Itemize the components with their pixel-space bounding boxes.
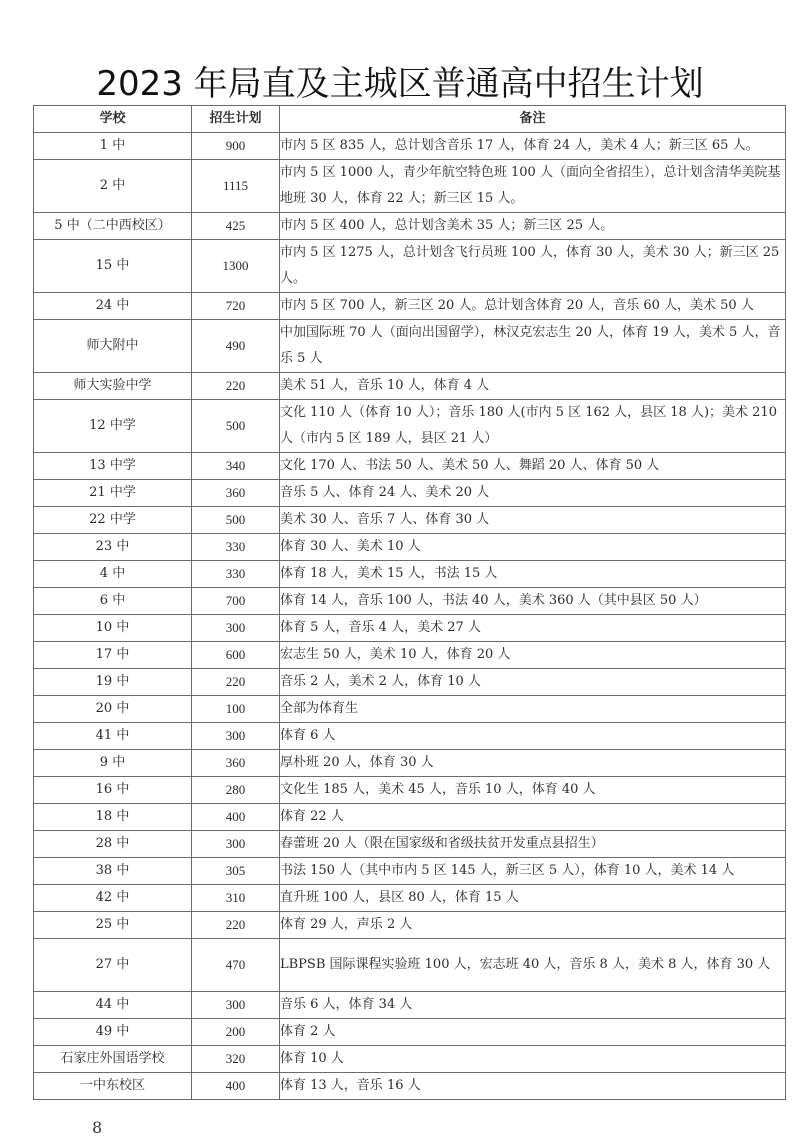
- table-row: [34, 1046, 786, 1073]
- note-cell: 体育 30 人、美术 10 人: [280, 534, 786, 561]
- note-cell: 市内 5 区 700 人，新三区 20 人。总计划含体育 20 人，音乐 60 人，美术 50 人: [280, 293, 786, 320]
- plan-cell: 220: [192, 373, 280, 400]
- plan-cell: 330: [192, 534, 280, 561]
- table-row: [34, 561, 786, 588]
- school-cell: 21 中学: [34, 480, 192, 507]
- school-cell: 4 中: [34, 561, 192, 588]
- note-cell: 厚朴班 20 人，体育 30 人: [280, 750, 786, 777]
- school-cell: 9 中: [34, 750, 192, 777]
- plan-cell: 220: [192, 912, 280, 939]
- school-cell: 1 中: [34, 133, 192, 160]
- plan-cell: 400: [192, 1073, 280, 1100]
- note-cell: 体育 5 人，音乐 4 人，美术 27 人: [280, 615, 786, 642]
- table-row: [34, 939, 786, 992]
- table-row: [34, 669, 786, 696]
- school-cell: 24 中: [34, 293, 192, 320]
- plan-cell: 400: [192, 804, 280, 831]
- table-row: [34, 804, 786, 831]
- school-cell: 2 中: [34, 160, 192, 213]
- table-row: [34, 133, 786, 160]
- note-cell: 音乐 6 人，体育 34 人: [280, 992, 786, 1019]
- plan-cell: 300: [192, 723, 280, 750]
- plan-cell: 360: [192, 480, 280, 507]
- table-row: [34, 1019, 786, 1046]
- note-cell: 音乐 2 人，美术 2 人，体育 10 人: [280, 669, 786, 696]
- note-cell: 音乐 5 人、体育 24 人、美术 20 人: [280, 480, 786, 507]
- plan-cell: 220: [192, 669, 280, 696]
- note-cell: 体育 14 人，音乐 100 人，书法 40 人，美术 360 人（其中县区 50 人）: [280, 588, 786, 615]
- plan-cell: 720: [192, 293, 280, 320]
- plan-cell: 700: [192, 588, 280, 615]
- school-cell: 19 中: [34, 669, 192, 696]
- school-cell: 42 中: [34, 885, 192, 912]
- note-cell: 体育 2 人: [280, 1019, 786, 1046]
- note-cell: 宏志生 50 人，美术 10 人，体育 20 人: [280, 642, 786, 669]
- school-cell: 6 中: [34, 588, 192, 615]
- plan-cell: 425: [192, 213, 280, 240]
- school-cell: 20 中: [34, 696, 192, 723]
- note-cell: 文化 170 人、书法 50 人、美术 50 人、舞蹈 20 人、体育 50 人: [280, 453, 786, 480]
- plan-cell: 200: [192, 1019, 280, 1046]
- note-cell: 体育 10 人: [280, 1046, 786, 1073]
- table-row: [34, 696, 786, 723]
- school-cell: 10 中: [34, 615, 192, 642]
- plan-cell: 500: [192, 400, 280, 453]
- note-cell: 市内 5 区 400 人，总计划含美术 35 人；新三区 25 人。: [280, 213, 786, 240]
- enrollment-plan-table: [33, 105, 786, 1100]
- school-cell: 17 中: [34, 642, 192, 669]
- note-cell: 书法 150 人（其中市内 5 区 145 人，新三区 5 人），体育 10 人，美术 14 人: [280, 858, 786, 885]
- table-body: [34, 133, 786, 1100]
- plan-cell: 470: [192, 939, 280, 992]
- school-cell: 15 中: [34, 240, 192, 293]
- note-cell: 全部为体育生: [280, 696, 786, 723]
- plan-cell: 600: [192, 642, 280, 669]
- plan-cell: 360: [192, 750, 280, 777]
- document-title: 2023 年局直及主城区普通高中招生计划: [96, 64, 704, 104]
- plan-cell: 500: [192, 507, 280, 534]
- table-row: [34, 723, 786, 750]
- plan-cell: 305: [192, 858, 280, 885]
- table-header-row: [34, 106, 786, 133]
- note-cell: 体育 6 人: [280, 723, 786, 750]
- note-cell: 文化生 185 人，美术 45 人，音乐 10 人，体育 40 人: [280, 777, 786, 804]
- school-cell: 49 中: [34, 1019, 192, 1046]
- header-plan: 招生计划: [192, 106, 280, 133]
- school-cell: 28 中: [34, 831, 192, 858]
- school-cell: 23 中: [34, 534, 192, 561]
- note-cell: 体育 13 人，音乐 16 人: [280, 1073, 786, 1100]
- plan-cell: 330: [192, 561, 280, 588]
- school-cell: 25 中: [34, 912, 192, 939]
- plan-cell: 1115: [192, 160, 280, 213]
- table-row: [34, 831, 786, 858]
- table-row: [34, 373, 786, 400]
- note-cell: 市内 5 区 1000 人，青少年航空特色班 100 人（面向全省招生），总计划含清华美院基地班 30 人，体育 22 人；新三区 15 人。: [280, 160, 786, 213]
- table-row: [34, 480, 786, 507]
- table-row: [34, 1073, 786, 1100]
- school-cell: 一中东校区: [34, 1073, 192, 1100]
- table-row: [34, 615, 786, 642]
- plan-cell: 300: [192, 615, 280, 642]
- note-cell: 春蕾班 20 人（限在国家级和省级扶贫开发重点县招生）: [280, 831, 786, 858]
- note-cell: 直升班 100 人，县区 80 人，体育 15 人: [280, 885, 786, 912]
- table-row: [34, 320, 786, 373]
- school-cell: 27 中: [34, 939, 192, 992]
- plan-cell: 340: [192, 453, 280, 480]
- table-row: [34, 400, 786, 453]
- note-cell: 中加国际班 70 人（面向出国留学），林汉克宏志生 20 人，体育 19 人，美术 5 人，音乐 5 人: [280, 320, 786, 373]
- plan-cell: 1300: [192, 240, 280, 293]
- table-row: [34, 885, 786, 912]
- plan-cell: 300: [192, 992, 280, 1019]
- page-number: 8: [92, 1118, 103, 1137]
- note-cell: LBPSB 国际课程实验班 100 人，宏志班 40 人，音乐 8 人，美术 8 人，体育 30 人: [280, 939, 786, 992]
- table-row: [34, 293, 786, 320]
- school-cell: 44 中: [34, 992, 192, 1019]
- note-cell: 美术 30 人、音乐 7 人、体育 30 人: [280, 507, 786, 534]
- school-cell: 41 中: [34, 723, 192, 750]
- note-cell: 文化 110 人（体育 10 人）；音乐 180 人(市内 5 区 162 人，县区 18 人)；美术 210 人（市内 5 区 189 人，县区 21 人）: [280, 400, 786, 453]
- school-cell: 18 中: [34, 804, 192, 831]
- note-cell: 体育 22 人: [280, 804, 786, 831]
- table-row: [34, 642, 786, 669]
- table-row: [34, 534, 786, 561]
- school-cell: 12 中学: [34, 400, 192, 453]
- note-cell: 体育 29 人，声乐 2 人: [280, 912, 786, 939]
- plan-cell: 280: [192, 777, 280, 804]
- table-row: [34, 912, 786, 939]
- table-row: [34, 213, 786, 240]
- header-note: 备注: [280, 106, 786, 133]
- table-row: [34, 777, 786, 804]
- school-cell: 5 中（二中西校区）: [34, 213, 192, 240]
- school-cell: 师大实验中学: [34, 373, 192, 400]
- note-cell: 市内 5 区 1275 人，总计划含飞行员班 100 人，体育 30 人，美术 30 人；新三区 25 人。: [280, 240, 786, 293]
- plan-cell: 100: [192, 696, 280, 723]
- plan-cell: 490: [192, 320, 280, 373]
- header-school: 学校: [34, 106, 192, 133]
- table-row: [34, 992, 786, 1019]
- plan-cell: 310: [192, 885, 280, 912]
- school-cell: 师大附中: [34, 320, 192, 373]
- table-row: [34, 160, 786, 213]
- plan-cell: 320: [192, 1046, 280, 1073]
- table-row: [34, 858, 786, 885]
- table-row: [34, 240, 786, 293]
- plan-cell: 300: [192, 831, 280, 858]
- table-row: [34, 507, 786, 534]
- table-row: [34, 588, 786, 615]
- school-cell: 16 中: [34, 777, 192, 804]
- note-cell: 美术 51 人，音乐 10 人，体育 4 人: [280, 373, 786, 400]
- school-cell: 石家庄外国语学校: [34, 1046, 192, 1073]
- school-cell: 22 中学: [34, 507, 192, 534]
- school-cell: 38 中: [34, 858, 192, 885]
- table-row: [34, 453, 786, 480]
- school-cell: 13 中学: [34, 453, 192, 480]
- note-cell: 市内 5 区 835 人，总计划含音乐 17 人，体育 24 人，美术 4 人；新三区 65 人。: [280, 133, 786, 160]
- table-row: [34, 750, 786, 777]
- plan-cell: 900: [192, 133, 280, 160]
- note-cell: 体育 18 人，美术 15 人，书法 15 人: [280, 561, 786, 588]
